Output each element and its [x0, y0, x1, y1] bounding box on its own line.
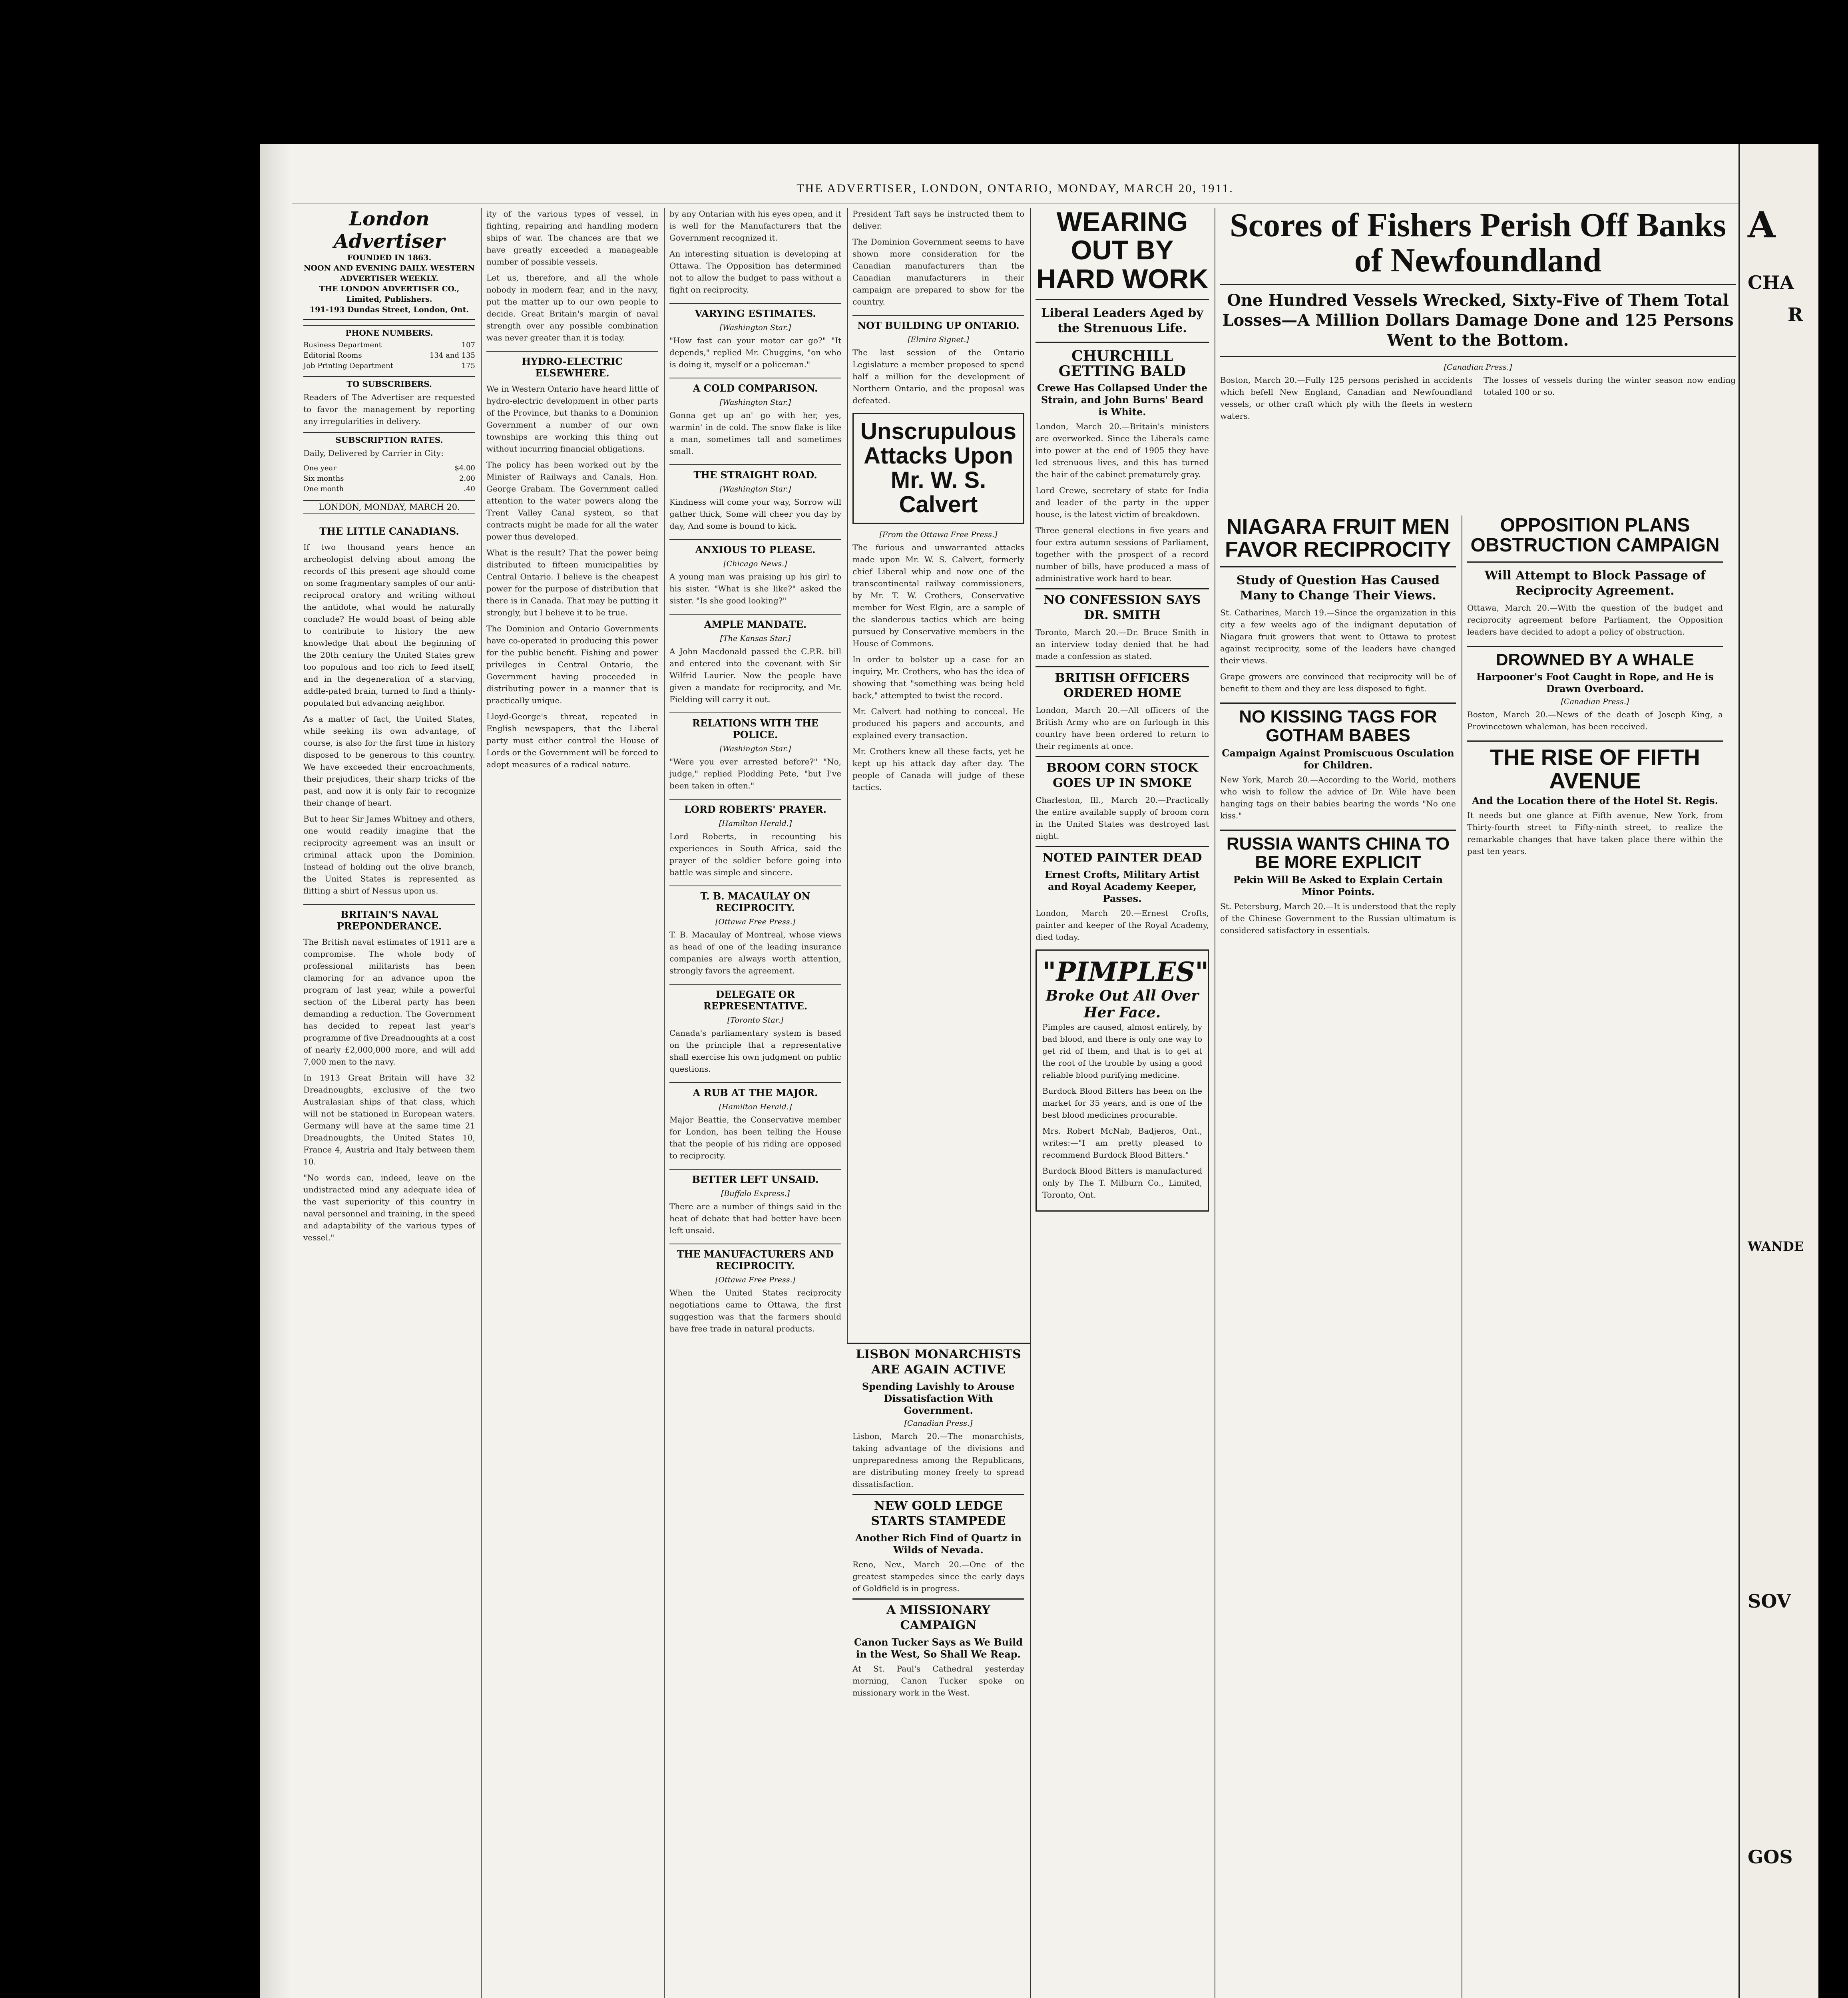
article-paragraph: The losses of vessels during the winter season now ending totaled 100 or so. [1484, 375, 1736, 397]
article-title: HYDRO-ELECTRIC ELSEWHERE. [486, 351, 658, 379]
item-title: LORD ROBERTS' PRAYER. [669, 799, 841, 815]
ad-paragraph: Burdock Blood Bitters has been on the market for 35 years, and is one of the best blood medicines procurable. [1042, 1086, 1202, 1120]
column-5 [1030, 208, 1215, 1998]
ad-paragraph: Burdock Blood Bitters is manufactured only by The T. Milburn Co., Limited, Toronto, Ont. [1042, 1166, 1202, 1200]
item-source: [Ottawa Free Press.] [715, 917, 796, 926]
ad-paragraph: Mrs. Robert McNab, Badjeros, Ont., writes:—"I am pretty pleased to recommend Burdock Blood Bitters." [1042, 1126, 1202, 1160]
niagara-headline: NIAGARA FRUIT MEN FAVOR RECIPROCITY [1225, 515, 1452, 561]
whale-headline: DROWNED BY A WHALE [1467, 646, 1723, 669]
item-text: Lord Roberts, in recounting his experiences in South Africa, said the prayer of the soldier before going into battle was simple and sincere. [669, 832, 841, 877]
article-paragraph: Boston, March 20.—Fully 125 persons perished in accidents which befell New England, Canadian and Newfoundland vessels, or other craft which ply with the fleets in western waters. [1220, 375, 1472, 421]
column-3 [664, 208, 848, 1998]
column-6 [1215, 515, 1462, 1998]
item-text: When the United States reciprocity negotiations came to Ottawa, the first suggestion was that the farmers should have free trade in natural products. [669, 1288, 841, 1333]
article-paragraph: We in Western Ontario have heard little of hydro-electric development in other parts of the Province, but thanks to a Dominion Government a number of our own townships are working this thing out without incurring financial obligations. [486, 384, 658, 454]
article-paragraph: New York, March 20.—According to the World, mothers who wish to follow the advice of Dr. Wile have been hanging tags on their babies bearing the words "No one kiss." [1220, 774, 1456, 820]
pimples-deck: Broke Out All Over Her Face. [1045, 987, 1199, 1021]
pimples-ad [1036, 949, 1209, 1212]
page-binding [260, 144, 291, 1998]
item-source: [The Kansas Star.] [720, 634, 791, 643]
article-title: BRITAIN'S NAVAL PREPONDERANCE. [303, 904, 475, 932]
whale-deck: Harpooner's Foot Caught in Rope, and He is Drawn Overboard. [1476, 671, 1714, 695]
article-paragraph: What is the result? That the power being distributed to fifteen municipalities by Central Ontario. I believe is the cheapest power for the purpose of distribution that there is in Canada. That may be putting it strongly, but I believe it to be true. [486, 548, 658, 617]
item-title: AMPLE MANDATE. [669, 614, 841, 630]
kissing-headline: NO KISSING TAGS FOR GOTHAM BABES [1220, 702, 1456, 744]
item-title: THE MANUFACTURERS AND RECIPROCITY. [669, 1244, 841, 1272]
item-title: ANXIOUS TO PLEASE. [669, 539, 841, 555]
fishers-headline: Scores of Fishers Perish Off Banks of Newfoundland [1229, 208, 1727, 279]
article-paragraph: In order to bolster up a case for an inquiry, Mr. Crothers, who has the idea of showing that "something was being held back," attempted to twist the record. [852, 654, 1024, 700]
wearing-out-subdeck: Crewe Has Collapsed Under the Strain, and John Burns' Beard is White. [1037, 382, 1208, 418]
column-7 [1462, 515, 1729, 1998]
item-source: [Washington Star.] [719, 744, 791, 753]
rate-row: Six months 2.00 [303, 474, 475, 483]
article-paragraph: The policy has been worked out by the Minister of Railways and Canals, Hon. George Graham. The Government called attention to the water powers along the Trent Valley Canal system, so that contracts might be made for all the water power thus developed. [486, 460, 658, 541]
article-paragraph: The Dominion Government seems to have shown more consideration for the Canadian manufacturers than the Canadian manufacturers in their campaign are prepared to show for the country. [852, 237, 1024, 306]
calvert-box [852, 413, 1024, 524]
item-source: [Washington Star.] [719, 323, 791, 332]
wearing-out-deck: Liberal Leaders Aged by the Strenuous Life. [1041, 306, 1203, 336]
phone-row: Job Printing Department 175 [303, 362, 475, 370]
item-title: VARYING ESTIMATES. [669, 303, 841, 319]
article-paragraph: Lloyd-George's threat, repeated in English newspapers, that the Liberal party must either control the House of Lords or the Government will be forced to adopt measures of a radical nature. [486, 712, 658, 769]
article-paragraph: The British naval estimates of 1911 are a compromise. The whole body of professional militarists has been clamoring for an advance upon the program of last year, while a powerful section of the Liberal party has been demanding a reduction. The Government has decided to repeat last year's programme of five Dreadnoughts at a cost of nearly £2,000,000 more, and will add 7,000 men to the navy. [303, 937, 475, 1067]
column-6-7-top [1215, 208, 1741, 511]
article-paragraph: Boston, March 20.—News of the death of Joseph King, a Provincetown whaleman, has been received. [1467, 709, 1723, 731]
item-text: A young man was praising up his girl to his sister. "What is she like?" asked the sister. "Is she good looking?" [669, 572, 841, 605]
phone-row: Business Department 107 [303, 341, 475, 349]
article-paragraph: Grape growers are convinced that reciprocity will be of benefit to them and they are less disposed to fight. [1220, 672, 1456, 694]
item-title: RELATIONS WITH THE POLICE. [669, 712, 841, 740]
rates-heading: SUBSCRIPTION RATES. [303, 432, 475, 445]
item-source: [Washington Star.] [719, 485, 791, 494]
rate-row: One month .40 [303, 485, 475, 493]
russia-deck: Pekin Will Be Asked to Explain Certain Minor Points. [1233, 874, 1443, 898]
item-source: [Ottawa Free Press.] [715, 1276, 796, 1284]
article-title: THE LITTLE CANADIANS. [319, 525, 459, 537]
article-paragraph: London, March 20.—Ernest Crofts, painter and keeper of the Royal Academy, died today. [1036, 908, 1209, 942]
phone-heading: PHONE NUMBERS. [303, 325, 475, 338]
item-text: There are a number of things said in the heat of debate that had better have been left unsaid. [669, 1202, 841, 1235]
opposition-headline: OPPOSITION PLANS OBSTRUCTION CAMPAIGN [1470, 515, 1720, 556]
no-confession-headline: NO CONFESSION SAYS DR. SMITH [1036, 588, 1209, 623]
masthead-editions: NOON AND EVENING DAILY. WESTERN ADVERTISER WEEKLY. [304, 264, 475, 283]
missionary-headline: A MISSIONARY CAMPAIGN [852, 1598, 1024, 1633]
strip-fragment: WANDE [1748, 1239, 1804, 1254]
phone-row: Editorial Rooms 134 and 135 [303, 351, 475, 360]
article-paragraph: Reno, Nev., March 20.—One of the greatest stampedes since the early days of Goldfield is in progress. [852, 1560, 1024, 1593]
article-paragraph: An interesting situation is developing at Ottawa. The Opposition has determined not to allow the budget to pass without a fight on reciprocity. [669, 249, 841, 295]
item-text: A John Macdonald passed the C.P.R. bill and entered into the covenant with Sir Wilfrid Laurier. Now the people have given a mandate for reciprocity, and Mr. Fielding will carry it out. [669, 647, 841, 704]
missionary-deck: Canon Tucker Says as We Build in the West, So Shall We Reap. [854, 1636, 1023, 1660]
item-text: The last session of the Ontario Legislature a member proposed to spend half a million for the development of Northern Ontario, and the proposal was defeated. [852, 348, 1024, 405]
article-paragraph: "No words can, indeed, leave on the undistracted mind any adequate idea of the vast superiority of this country in naval personnel and training, in the speed and adaptability of the various types of vessel." [303, 1173, 475, 1242]
article-paragraph: The Dominion and Ontario Governments have co-operated in producing this power for the public benefit. Fishing and power privileges in Central Ontario, the Government having proceeded in distributing power in a manner that is practically unique. [486, 624, 658, 705]
item-source: [Washington Star.] [719, 398, 791, 407]
rates-carrier: Daily, Delivered by Carrier in City: [303, 448, 444, 458]
article-paragraph: St. Catharines, March 19.—Since the organization in this city a few weeks ago of the indignant deputation of Niagara fruit growers that went to Ottawa to protest against reciprocity, some of the leaders have changed their views. [1220, 608, 1456, 666]
article-paragraph: At St. Paul's Cathedral yesterday morning, Canon Tucker spoke on missionary work in the West. [852, 1664, 1024, 1698]
article-paragraph: London, March 20.—Britain's ministers are overworked. Since the Liberals came into power at the end of 1905 they have led strenuous lives, and this has turned the hair of the cabinet prematurely gray. [1036, 422, 1209, 480]
article-paragraph: Lisbon, March 20.—The monarchists, taking advantage of the divisions and unpreparedness among the Republicans, are distributing money freely to spread dissatisfaction. [852, 1431, 1024, 1489]
page-header: THE ADVERTISER, LONDON, ONTARIO, MONDAY, MARCH 20, 1911. [292, 182, 1738, 203]
broom-corn-headline: BROOM CORN STOCK GOES UP IN SMOKE [1036, 756, 1209, 791]
article-paragraph: Let us, therefore, and all the whole nobody in modern fear, and in the navy, put the matter up to our own people to decide. Great Britain's margin of naval strength over any possible combination was never greater than it is today. [486, 273, 658, 342]
item-text: T. B. Macaulay of Montreal, whose views as head of one of the leading insurance companies are always worth attention, strongly favors the agreement. [669, 930, 841, 975]
article-paragraph: Mr. Crothers knew all these facts, yet he kept up his attack day after day. The people of Canada will judge of these tactics. [852, 746, 1024, 792]
article-paragraph: Three general elections in five years and four extra autumn sessions of Parliament, together with the prospect of a record number of bills, have produced a mass of administrative work hard to bear. [1036, 525, 1209, 583]
gold-deck: Another Rich Find of Quartz in Wilds of Nevada. [855, 1532, 1022, 1556]
article-paragraph: As a matter of fact, the United States, while seeking its own advantage, of course, is also for the first time in history disposed to be generous to this country. We have exceeded their encroachments, their prejudices, their sharp tricks of the past, and now it is only fair to recognize their change of heart. [303, 714, 475, 808]
whale-source: [Canadian Press.] [1561, 697, 1629, 706]
article-paragraph: London, March 20.—All officers of the British Army who are on furlough in this country have been ordered to return to their regiments at once. [1036, 705, 1209, 751]
british-officers-headline: BRITISH OFFICERS ORDERED HOME [1036, 666, 1209, 701]
item-title: A RUB AT THE MAJOR. [669, 1082, 841, 1099]
masthead-address: 191-193 Dundas Street, London, Ont. [309, 305, 469, 314]
article-paragraph: Charleston, Ill., March 20.—Practically the entire available supply of broom corn in the United States was destroyed last night. [1036, 795, 1209, 841]
ad-paragraph: Pimples are caused, almost entirely, by bad blood, and there is only one way to get rid of them, and that is to get at the root of the trouble by using a good reliable blood purifying medicine. [1042, 1022, 1202, 1080]
adjacent-page-strip [1738, 144, 1818, 1998]
article-paragraph: It needs but one glance at Fifth avenue, New York, from Thirty-fourth street to Fifty-ninth street, to realize the remarkable changes that have taken place there within the past ten years. [1467, 810, 1723, 856]
item-source: [Elmira Signet.] [908, 335, 969, 344]
article-paragraph: Mr. Calvert had nothing to conceal. He produced his papers and accounts, and explained every transaction. [852, 706, 1024, 740]
painter-dead-deck: Ernest Crofts, Military Artist and Royal Academy Keeper, Passes. [1045, 869, 1200, 905]
article-paragraph: President Taft says he instructed them to deliver. [852, 209, 1024, 231]
item-title: THE STRAIGHT ROAD. [669, 464, 841, 481]
editorial-dateline: LONDON, MONDAY, MARCH 20. [303, 500, 475, 514]
article-paragraph: In 1913 Great Britain will have 32 Dreadnoughts, exclusive of the two Australasian ships of that class, which will not be stationed in European waters. Germany will have at the same time 21 Dreadnoughts, the United States 10, France 4, Austria and Italy between them 10. [303, 1073, 475, 1166]
column-4-lower [847, 1343, 1031, 1998]
item-text: Gonna get up an' go with her, yes, warmin' in de cold. The snow flake is like a man, sometimes tall and sometimes small. [669, 410, 841, 456]
fifth-avenue-deck: And the Location there of the Hotel St. Regis. [1472, 795, 1718, 807]
newspaper-page [260, 144, 1818, 1998]
gold-headline: NEW GOLD LEDGE STARTS STAMPEDE [852, 1494, 1024, 1529]
article-paragraph: But to hear Sir James Whitney and others, one would readily imagine that the reciprocity agreement was an insult or criminal attack upon the Dominion. Instead of holding out the olive branch, the United States is represented as flitting a shirt of Nessus upon us. [303, 814, 475, 896]
item-title: NOT BUILDING UP ONTARIO. [852, 315, 1024, 331]
strip-fragment: CHA [1748, 272, 1794, 293]
item-source: [Toronto Star.] [727, 1016, 784, 1025]
item-source: [Hamilton Herald.] [719, 819, 792, 828]
article-paragraph: by any Ontarian with his eyes open, and it is well for the Manufacturers that the Government recognized it. [669, 209, 841, 243]
masthead-title: London Advertiser [334, 208, 445, 253]
strip-fragment: R [1788, 304, 1803, 325]
strip-fragment: SOV [1748, 1590, 1791, 1612]
article-paragraph: The furious and unwarranted attacks made upon Mr. W. S. Calvert, formerly chief Liberal whip and now one of the transcontinental railway commissioners, by Mr. T. W. Crothers, Conservative member for West Elgin, are a sample of the slanderous tactics which are being pursued by Conservative members in the House of Commons. [852, 542, 1024, 648]
item-source: [Chicago News.] [723, 559, 787, 568]
masthead-publisher: THE LONDON ADVERTISER CO., Limited, Publishers. [319, 285, 460, 304]
article-paragraph: Toronto, March 20.—Dr. Bruce Smith in an interview today denied that he had made a confession as stated. [1036, 627, 1209, 661]
lisbon-source: [Canadian Press.] [904, 1419, 973, 1428]
article-paragraph: Lord Crewe, secretary of state for India and leader of the party in the upper house, is the latest victim of breakdown. [1036, 486, 1209, 519]
kissing-deck: Campaign Against Promiscuous Osculation for Children. [1222, 747, 1454, 771]
fifth-avenue-headline: THE RISE OF FIFTH AVENUE [1467, 740, 1723, 793]
subscribers-heading: TO SUBSCRIBERS. [303, 376, 475, 389]
fishers-source: [Canadian Press.] [1444, 363, 1512, 372]
item-text: Major Beattie, the Conservative member for London, has been telling the House that the people of his riding are opposed to reciprocity. [669, 1115, 841, 1160]
item-title: BETTER LEFT UNSAID. [669, 1169, 841, 1185]
item-text: Canada's parliamentary system is based on the principle that a representative shall exercise his own judgment on public questions. [669, 1028, 841, 1074]
article-paragraph: ity of the various types of vessel, in fighting, repairing and handling modern ships of war. The chances are that we have greatly exceeded a manageable number of possible vessels. [486, 209, 658, 267]
item-text: "Were you ever arrested before?" "No, judge," replied Plodding Pete, "but I've been taken in often." [669, 757, 841, 790]
item-title: A COLD COMPARISON. [669, 378, 841, 394]
lisbon-headline: LISBON MONARCHISTS ARE AGAIN ACTIVE [856, 1347, 1021, 1377]
russia-headline: RUSSIA WANTS CHINA TO BE MORE EXPLICIT [1220, 830, 1456, 872]
rate-row: One year $4.00 [303, 464, 475, 472]
masthead [303, 208, 475, 320]
article-paragraph: If two thousand years hence an archeologist delving about among the records of this present age should come on some fragmentary samples of our anti-reciprocal oratory and writing without the antidote, what would he naturally conclude? He would boast of being able to contribute to history the new knowledge that about the beginning of the 20th century the United States grew too populous and too rich to feed itself, and in the degeneration of a starving, addle-pated brain, turned to find a thinly-populated but advancing neighbor. [303, 542, 475, 708]
item-source: [Hamilton Herald.] [719, 1102, 792, 1111]
item-text: Kindness will come your way, Sorrow will gather thick, Some will cheer you day by day, And some is bound to kick. [669, 497, 841, 531]
item-title: T. B. MACAULAY ON RECIPROCITY. [669, 886, 841, 913]
item-title: DELEGATE OR REPRESENTATIVE. [669, 984, 841, 1012]
subscribers-note: Readers of The Advertiser are requested to favor the management by reporting any irregularities in delivery. [303, 392, 475, 426]
niagara-deck: Study of Question Has Caused Many to Change Their Views. [1236, 573, 1440, 603]
article-paragraph: St. Petersburg, March 20.—It is understood that the reply of the Chinese Government to the Russian ultimatum is considered satisfactory in essentials. [1220, 901, 1456, 935]
masthead-founded: FOUNDED IN 1863. [347, 253, 432, 262]
column-2 [481, 208, 665, 1998]
item-text: "How fast can your motor car go?" "It depends," replied Mr. Chuggins, "on who is doing it, myself or a policeman." [669, 336, 841, 369]
column-1 [298, 208, 482, 1998]
churchill-subhead: CHURCHILL GETTING BALD [1058, 348, 1186, 380]
lisbon-deck: Spending Lavishly to Arouse Dissatisfaction With Government. [862, 1381, 1015, 1416]
opposition-deck: Will Attempt to Block Passage of Reciprocity Agreement. [1484, 568, 1706, 598]
calvert-title: Unscrupulous Attacks Upon Mr. W. S. Calvert [860, 418, 1016, 517]
wearing-out-headline: WEARING OUT BY HARD WORK [1036, 208, 1209, 294]
calvert-source: [From the Ottawa Free Press.] [879, 530, 998, 539]
item-source: [Buffalo Express.] [721, 1189, 790, 1198]
strip-fragment: GOS [1748, 1846, 1793, 1868]
painter-dead-headline: NOTED PAINTER DEAD [1036, 846, 1209, 866]
pimples-title: "PIMPLES" [1042, 956, 1209, 988]
article-paragraph: Ottawa, March 20.—With the question of the budget and reciprocity agreement before Parliament, the Opposition leaders have decided to adopt a policy of obstruction. [1467, 603, 1723, 637]
fishers-deck: One Hundred Vessels Wrecked, Sixty-Five of Them Total Losses—A Million Dollars Damage Done and 125 Persons Went to the Bottom. [1222, 291, 1734, 350]
strip-fragment: A [1748, 204, 1776, 246]
